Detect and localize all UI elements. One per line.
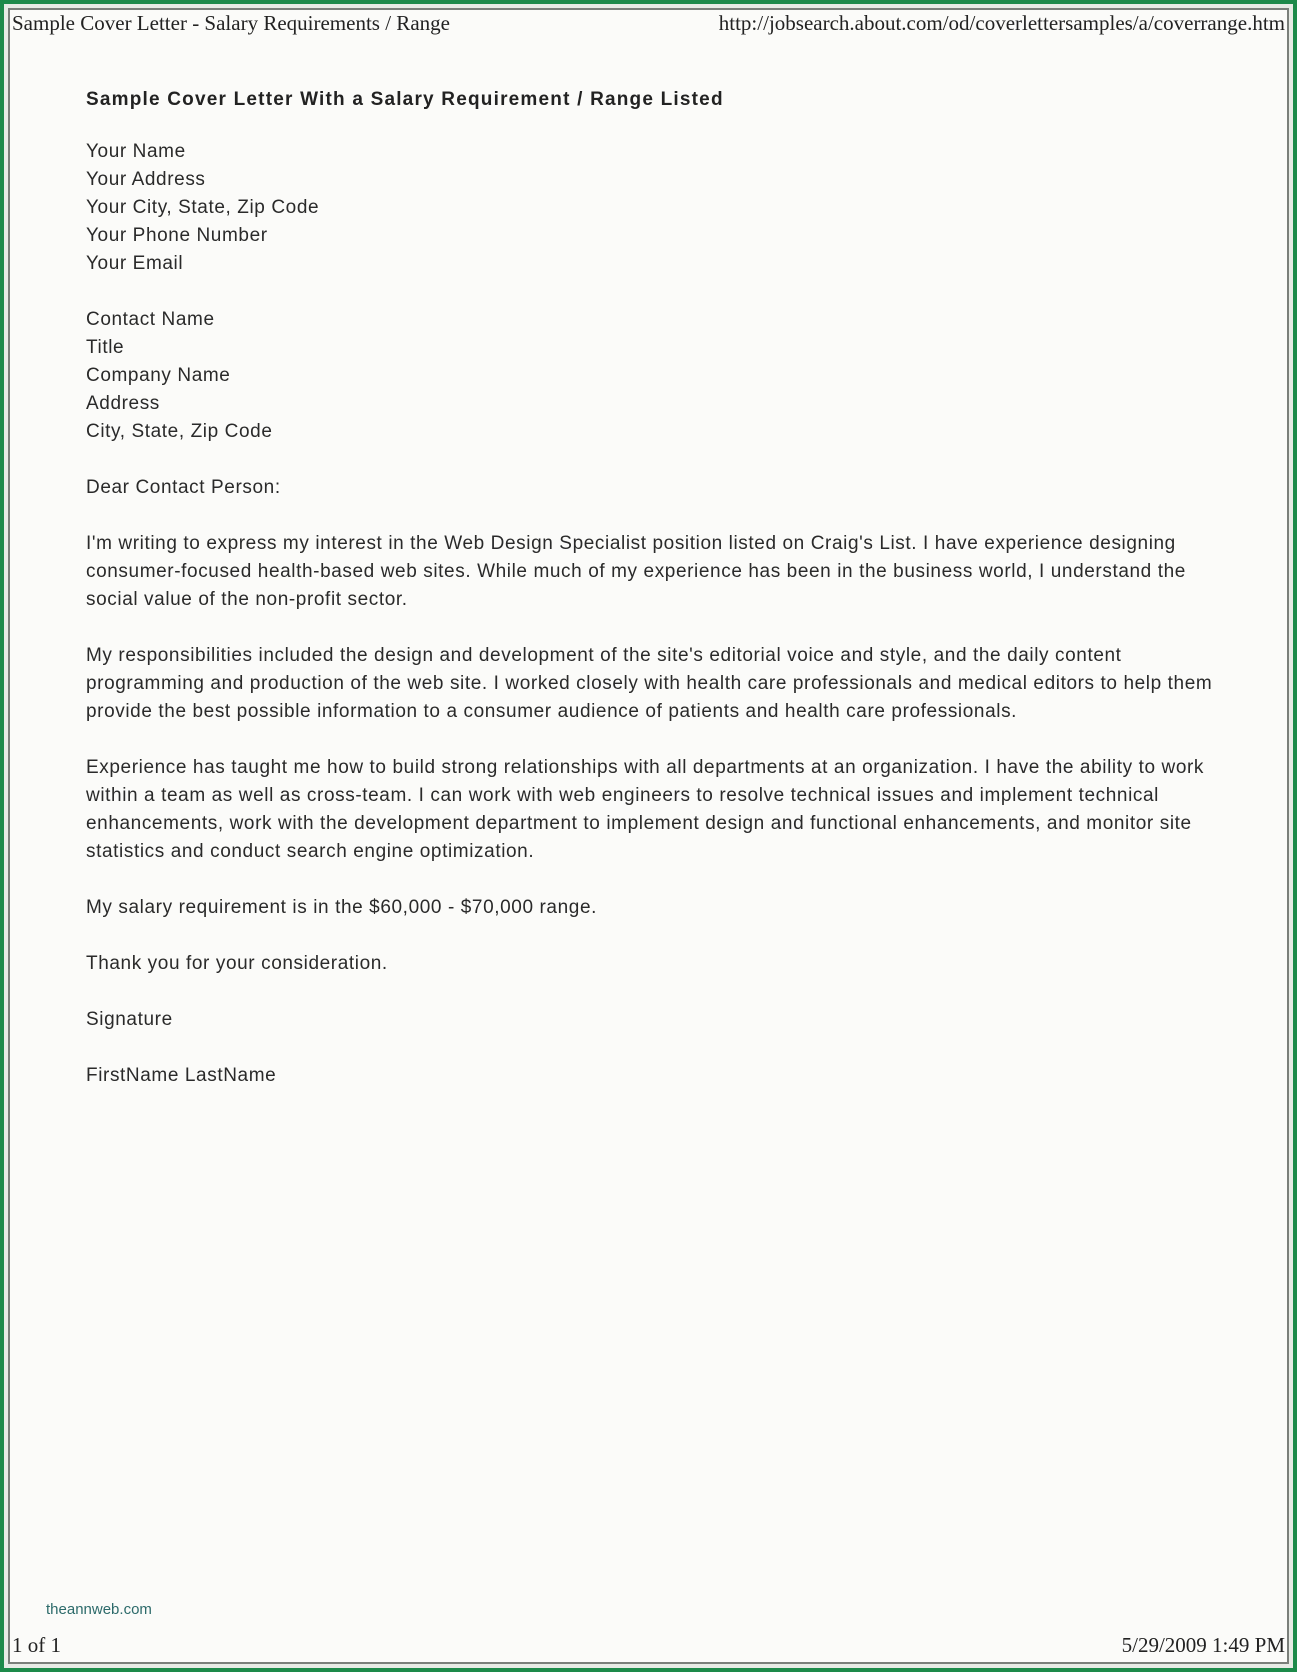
print-datetime: 5/29/2009 1:49 PM — [1121, 1633, 1285, 1657]
signer-name: FirstName LastName — [86, 1065, 277, 1086]
page-header-url: http://jobsearch.about.com/od/coverlettersamples/a/coverrange.htm — [718, 11, 1285, 35]
document-page — [10, 10, 1287, 1662]
recipient-block — [86, 306, 1216, 446]
body-paragraph: My responsibilities included the design and development of the site's editorial voice and style, and the daily content programming and production of the web site. I worked closely with health care professionals and medical editors to help them provide the best possible information to a consumer audience of patients and health care professionals. — [86, 645, 1213, 722]
recipient-line: City, State, Zip Code — [86, 421, 273, 442]
letter-heading: Sample Cover Letter With a Salary Requirement / Range Listed — [86, 89, 724, 110]
recipient-line: Company Name — [86, 365, 231, 386]
watermark-text: theannweb.com — [46, 1601, 152, 1618]
salary-paragraph: My salary requirement is in the $60,000 - $70,000 range. — [86, 897, 597, 918]
sender-line: Your Phone Number — [86, 225, 268, 246]
sender-line: Your City, State, Zip Code — [86, 197, 320, 218]
salutation: Dear Contact Person: — [86, 477, 281, 498]
sender-line: Your Name — [86, 141, 186, 162]
recipient-line: Address — [86, 393, 160, 414]
recipient-line: Title — [86, 337, 125, 358]
sender-block — [86, 138, 1216, 278]
page-number: 1 of 1 — [12, 1633, 61, 1657]
sender-line: Your Address — [86, 169, 206, 190]
cover-letter — [86, 86, 1216, 1118]
body-paragraph: I'm writing to express my interest in the Web Design Specialist position listed on Craig's List. I have experience designing consumer-focused health-based web sites. While much of my experience has been in the business world, I understand the social value of the non-profit sector. — [86, 533, 1186, 610]
recipient-line: Contact Name — [86, 309, 215, 330]
page-header-title: Sample Cover Letter - Salary Requirements / Range — [12, 11, 450, 35]
body-paragraph: Experience has taught me how to build strong relationships with all departments at an organization. I have the ability to work within a team as well as cross-team. I can work with web engineers to resolve technical issues and implement technical enhancements, work with the development department to implement design and functional enhancements, and monitor site statistics and conduct search engine optimization. — [86, 757, 1205, 862]
closing-paragraph: Thank you for your consideration. — [86, 953, 388, 974]
signature-line: Signature — [86, 1009, 173, 1030]
sender-line: Your Email — [86, 253, 184, 274]
